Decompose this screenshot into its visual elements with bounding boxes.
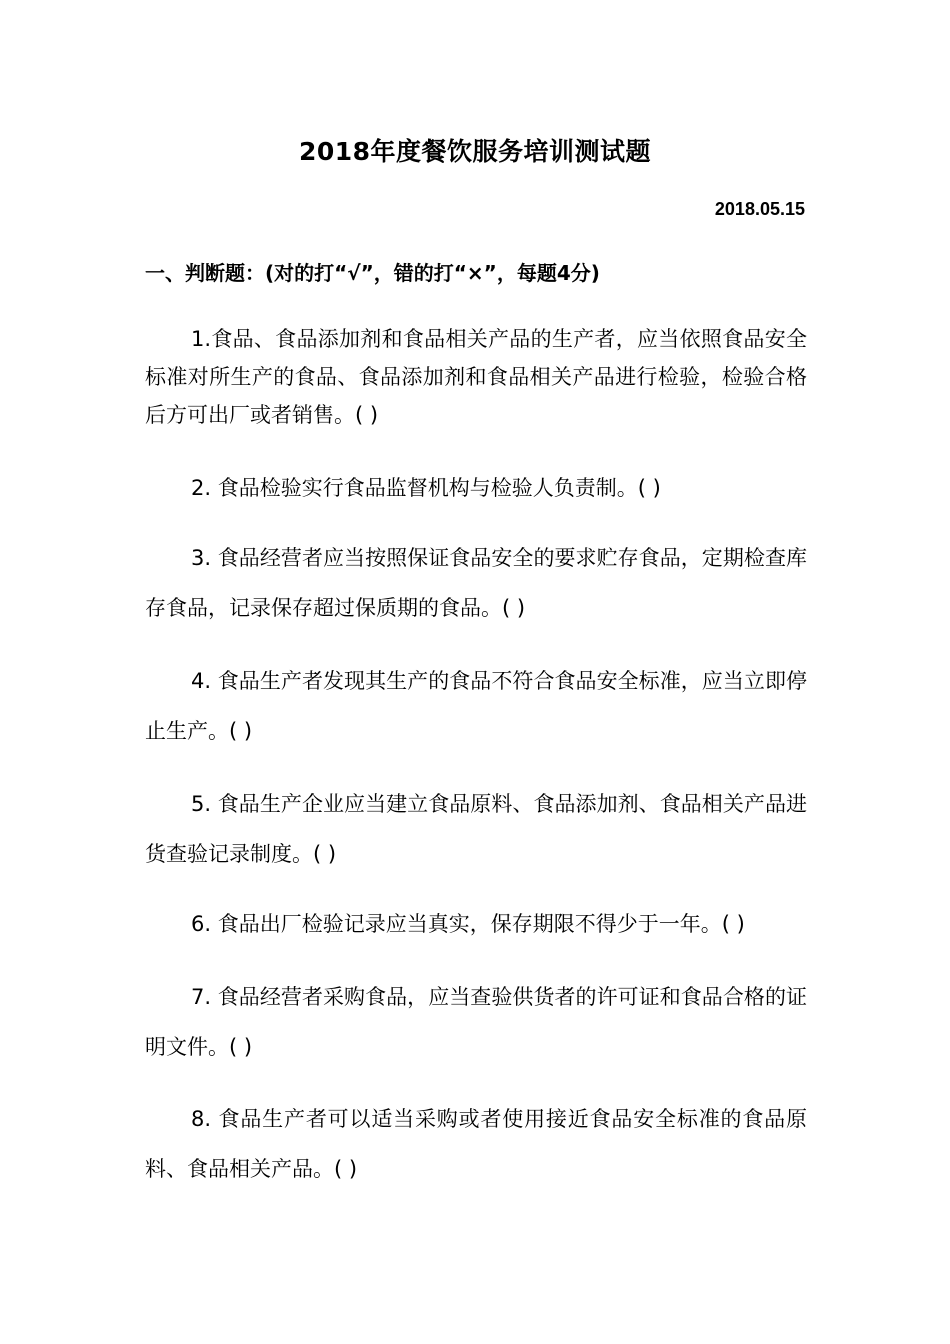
question-1: 1.食品、食品添加剂和食品相关产品的生产者，应当依照食品安全标准对所生产的食品、食品添加剂和食品相关产品进行检验，检验合格后方可出厂或者销售。( ) — [145, 327, 807, 427]
document-date: 2018.05.15 — [714, 199, 805, 219]
question-6: 6. 食品出厂检验记录应当真实，保存期限不得少于一年。( ) — [191, 912, 745, 936]
question-4: 4. 食品生产者发现其生产的食品不符合食品安全标准，应当立即停止生产。( ) — [145, 669, 807, 743]
question-2: 2. 食品检验实行食品监督机构与检验人负责制。( ) — [191, 476, 661, 500]
document-title: 2018年度餐饮服务培训测试题 — [298, 137, 652, 166]
question-5: 5. 食品生产企业应当建立食品原料、食品添加剂、食品相关产品进货查验记录制度。( ) — [145, 792, 807, 866]
question-3: 3. 食品经营者应当按照保证食品安全的要求贮存食品，定期检查库存食品，记录保存超过保质期的食品。( ) — [145, 546, 807, 620]
section-heading: 一、判断题：(对的打“√”，错的打“×”，每题4分) — [145, 261, 600, 285]
question-7: 7. 食品经营者采购食品，应当查验供货者的许可证和食品合格的证明文件。( ) — [145, 985, 807, 1059]
question-8: 8. 食品生产者可以适当采购或者使用接近食品安全标准的食品原料、食品相关产品。( ) — [145, 1107, 807, 1181]
